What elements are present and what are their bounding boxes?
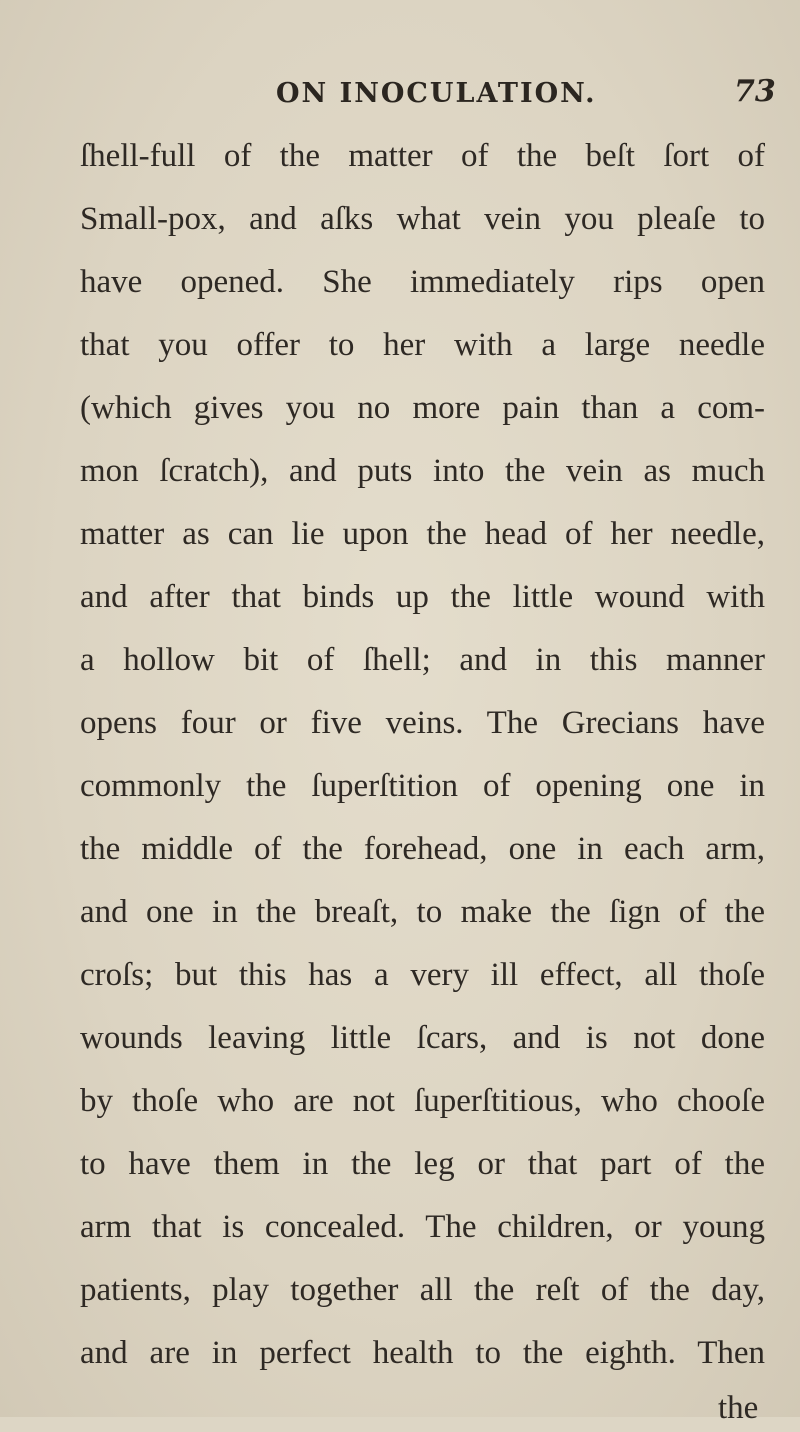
text-line: matter as can lie upon the head of her needle, xyxy=(80,516,765,552)
text-line: croſs; but this has a very ill effect, all thoſe xyxy=(80,957,765,993)
catchword: the xyxy=(718,1390,759,1426)
text-line: opens four or five veins. The Grecians have xyxy=(80,705,765,741)
text-line: and are in perfect health to the eighth. Then xyxy=(80,1335,765,1371)
running-title: ON INOCULATION. xyxy=(276,78,597,109)
page-number: 73 xyxy=(734,74,776,109)
text-line: a hollow bit of ſhell; and in this manner xyxy=(80,642,765,678)
text-line: the middle of the forehead, one in each arm, xyxy=(80,831,765,867)
text-line: and after that binds up the little wound with xyxy=(80,579,765,615)
text-line: commonly the ſuperſtition of opening one in xyxy=(80,768,765,804)
text-line: (which gives you no more pain than a com- xyxy=(80,390,765,426)
text-line: arm that is concealed. The children, or young xyxy=(80,1209,765,1245)
text-line: by thoſe who are not ſuperſtitious, who chooſe xyxy=(80,1083,765,1119)
text-line: to have them in the leg or that part of the xyxy=(80,1146,765,1182)
text-line: mon ſcratch), and puts into the vein as much xyxy=(80,453,765,489)
text-line: wounds leaving little ſcars, and is not done xyxy=(80,1020,765,1056)
text-line: patients, play together all the reſt of the day, xyxy=(80,1272,765,1308)
text-line: ſhell-full of the matter of the beſt ſort of xyxy=(80,138,765,174)
page-header xyxy=(0,72,800,116)
text-line: and one in the breaſt, to make the ſign of the xyxy=(80,894,765,930)
text-line: have opened. She immediately rips open xyxy=(80,264,765,300)
text-line: that you offer to her with a large needle xyxy=(80,327,765,363)
text-line: Small-pox, and aſks what vein you pleaſe to xyxy=(80,201,765,237)
